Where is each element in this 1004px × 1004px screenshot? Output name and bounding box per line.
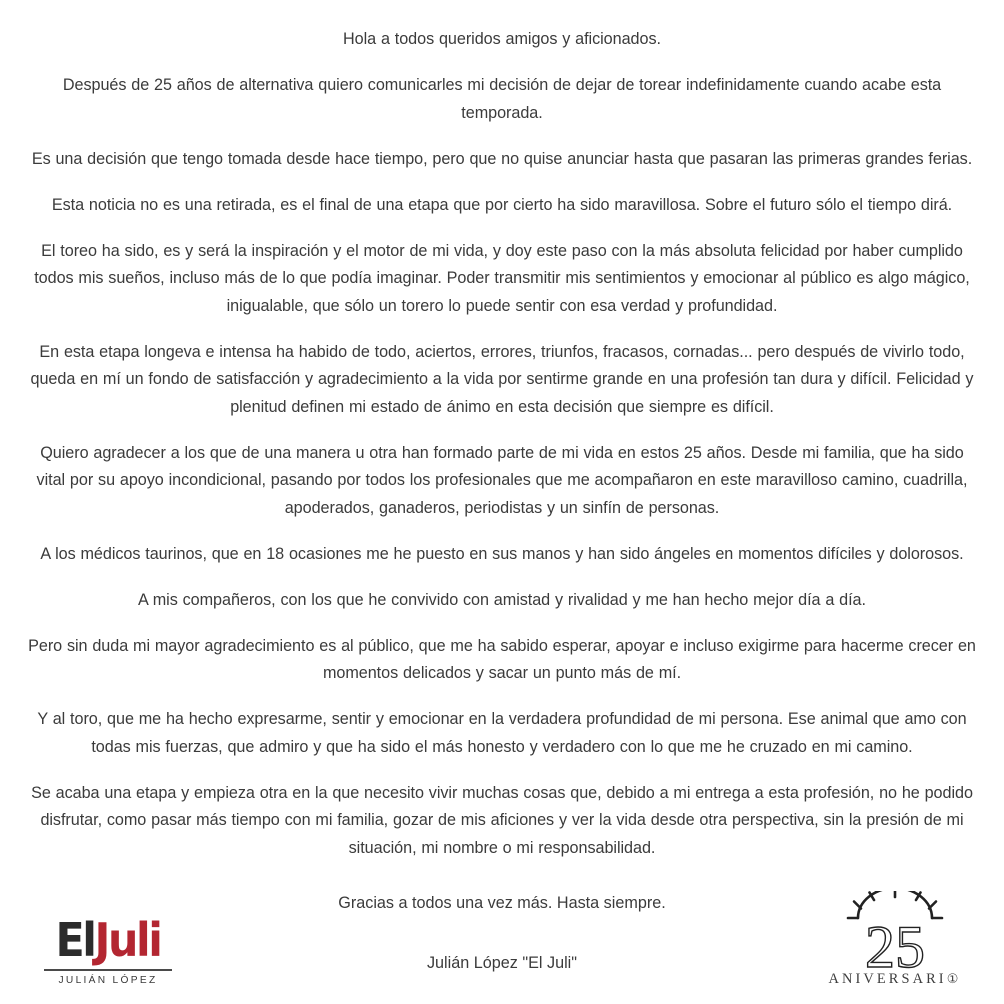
aniversario-logo (816, 891, 974, 988)
el-juli-logo (42, 915, 174, 986)
aniversario-final-o-glyph: ① (946, 972, 962, 987)
paragraph-greeting: Hola a todos queridos amigos y aficionados. (343, 30, 661, 48)
paragraph-thanks-colleagues: A mis compañeros, con los que he convivido con amistad y rivalidad y me han hecho mejor día a día. (138, 590, 866, 609)
el-juli-wordmark (47, 913, 170, 968)
paragraph-the-bull: Y al toro, que me ha hecho expresarme, sentir y emocionar en la verdadera profundidad de mi persona. Ese animal que amo con todas mis fuerzas, que admiro y que ha sido el más honesto y verdadero con lo que me he cruzado en mi camino. (37, 710, 967, 756)
el-juli-subtitle: JULIÁN LÓPEZ (58, 975, 158, 986)
signature-name: Julián López "El Juli" (426, 954, 578, 972)
paragraph-inspiration: El toreo ha sido, es y será la inspiración y el motor de mi vida, y doy este paso con la más absoluta felicidad por haber cumplido todos mis sueños, incluso más de lo que podía imaginar. Poder transmitir mis sentimientos y emocionar al público es algo mágico, inigualable, que sólo un torero lo puede sentir con esa verdad y profundidad. (34, 241, 970, 315)
document-footer (0, 882, 1004, 1004)
paragraph-announcement: Después de 25 años de alternativa quiero comunicarles mi decisión de dejar de torear indefinidamente cuando acabe esta temporada. (62, 76, 942, 122)
el-juli-word-juli: Juli (94, 913, 161, 968)
paragraph-decision-timing: Es una decisión que tengo tomada desde hace tiempo, pero que no quise anunciar hasta que pasaran las primeras grandes ferias. (31, 149, 973, 168)
montera-arc-icon (816, 891, 974, 973)
paragraph-not-a-retirement: Esta noticia no es una retirada, es el final de una etapa que por cierto ha sido maravillosa. Sobre el futuro sólo el tiempo dirá. (51, 195, 953, 214)
el-juli-word-el: El (55, 913, 95, 968)
paragraph-thanks-public: Pero sin duda mi mayor agradecimiento es al público, que me ha sabido esperar, apoyar e incluso exigirme para hacerme crecer en momentos delicados y sacar un punto más de mí. (28, 636, 976, 682)
paragraph-career-summary: En esta etapa longeva e intensa ha habido de todo, aciertos, errores, triunfos, fracasos, cornadas... pero después de vivirlo todo, queda en mí un fondo de satisfacción y agradecimiento a la vida por sentirme grande en una profesión tan dura y difícil. Felicidad y plenitud definen mi estado de ánimo en esta decisión que siempre es difícil. (30, 342, 974, 416)
aniversario-number: 25 (865, 914, 925, 973)
paragraph-new-chapter: Se acaba una etapa y empieza otra en la que necesito vivir muchas cosas que, debido a mi entrega a esta profesión, no he podido disfrutar, como pasar más tiempo con mi familia, gozar de mis aficiones y ver la vida desde otra perspectiva, sin la presión de mi situación, mi nombre o mi responsabilidad. (31, 783, 973, 857)
closing-thanks-line: Gracias a todos una vez más. Hasta siempre. (338, 894, 666, 912)
aniversario-label: ANIVERSARI (828, 971, 947, 987)
paragraph-thanks-doctors: A los médicos taurinos, que en 18 ocasiones me he puesto en sus manos y han sido ángeles en momentos difíciles y dolorosos. (40, 544, 964, 563)
paragraph-thanks-people: Quiero agradecer a los que de una manera u otra han formado parte de mi vida en estos 25 años. Desde mi familia, que ha sido vital por su apoyo incondicional, pasando por todos los profesionales que me acompañaron en este maravilloso camino, cuadrilla, apoderados, ganaderos, periodistas y un sinfín de personas. (36, 443, 968, 517)
aniversario-label-row (816, 971, 974, 988)
el-juli-divider (44, 969, 172, 971)
letter-body (28, 26, 976, 862)
